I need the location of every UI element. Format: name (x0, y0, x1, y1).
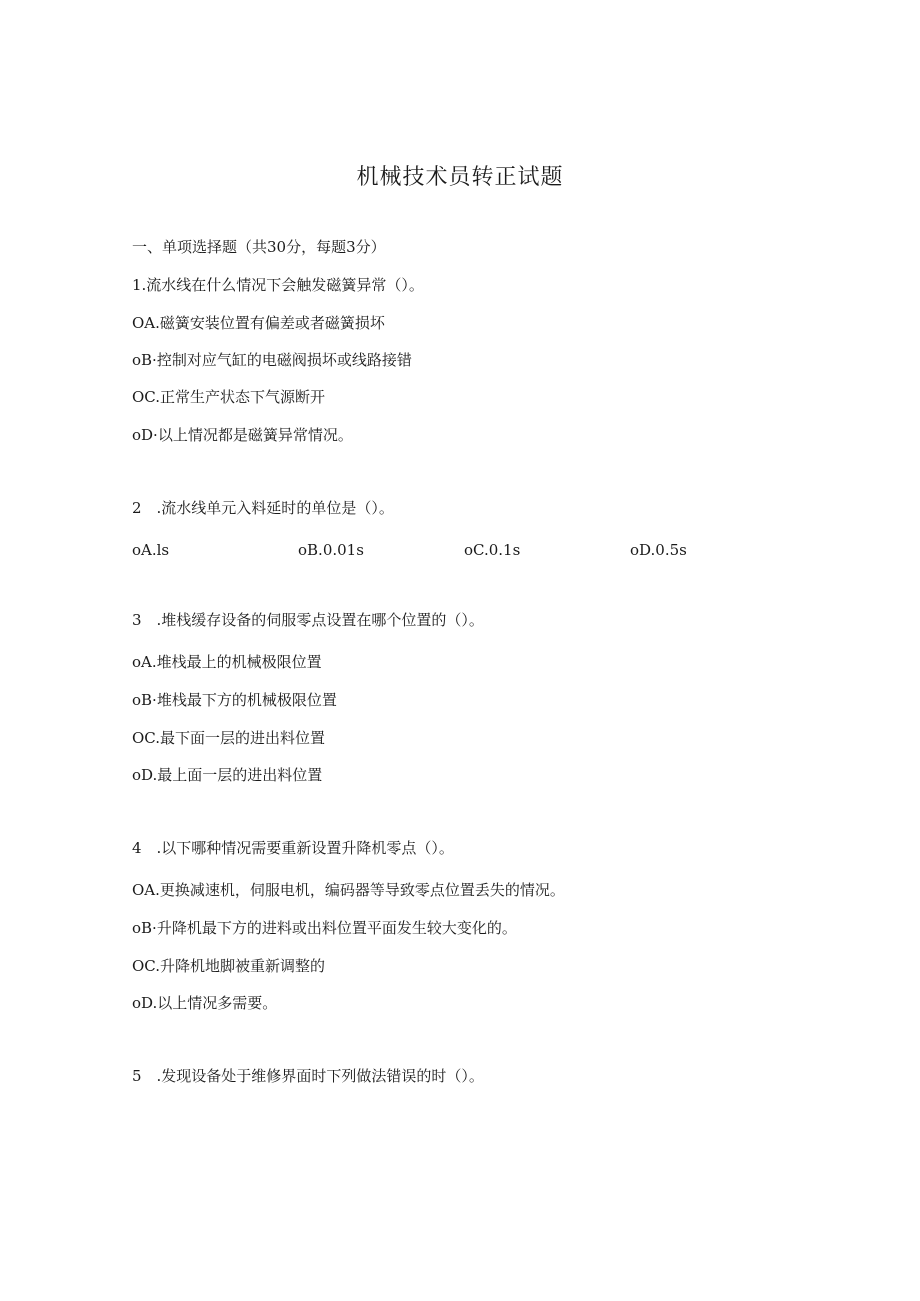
question-2-option-d[interactable]: oD.0.5s (630, 541, 687, 559)
question-4-option-b[interactable]: oB·升降机最下方的进料或出料位置平面发生较大变化的。 (132, 919, 517, 937)
question-3-option-c[interactable]: OC.最下面一层的进出料位置 (132, 729, 326, 747)
question-2-option-a[interactable]: oA.ls (132, 541, 170, 559)
section-heading: 一、单项选择题（共30分，每题3分） (132, 238, 386, 256)
question-4-option-a[interactable]: OA.更换减速机，伺服电机，编码器等导致零点位置丢失的情况。 (132, 881, 565, 899)
question-2-option-c[interactable]: oC.0.1s (464, 541, 521, 559)
document-title: 机械技术员转正试题 (356, 165, 564, 190)
question-2-option-b[interactable]: oB.0.01s (298, 541, 364, 559)
question-4-option-c[interactable]: OC.升降机地脚被重新调整的 (132, 957, 326, 975)
question-3-option-d[interactable]: oD.最上面一层的进出料位置 (132, 766, 323, 784)
question-1-option-a[interactable]: OA.磁簧安装位置有偏差或者磁簧损坏 (132, 314, 385, 332)
question-3-option-b[interactable]: oB·堆栈最下方的机械极限位置 (132, 691, 337, 709)
question-5-stem: 5 .发现设备处于维修界面时下列做法错误的时（）。 (132, 1067, 484, 1085)
question-3-stem: 3 .堆栈缓存设备的伺服零点设置在哪个位置的（）。 (132, 611, 484, 629)
question-4-option-d[interactable]: oD.以上情况多需要。 (132, 994, 278, 1012)
question-2-stem: 2 .流水线单元入料延时的单位是（）。 (132, 499, 394, 517)
question-1-option-d[interactable]: oD·以上情况都是磁簧异常情况。 (132, 426, 353, 444)
question-3-option-a[interactable]: oA.堆栈最上的机械极限位置 (132, 653, 322, 671)
question-4-stem: 4 .以下哪种情况需要重新设置升降机零点（）。 (132, 839, 454, 857)
question-1-option-b[interactable]: oB·控制对应气缸的电磁阀损坏或线路接错 (132, 351, 412, 369)
question-1-stem: 1.流水线在什么情况下会触发磁簧异常（）。 (132, 276, 424, 294)
question-1-option-c[interactable]: OC.正常生产状态下气源断开 (132, 388, 326, 406)
